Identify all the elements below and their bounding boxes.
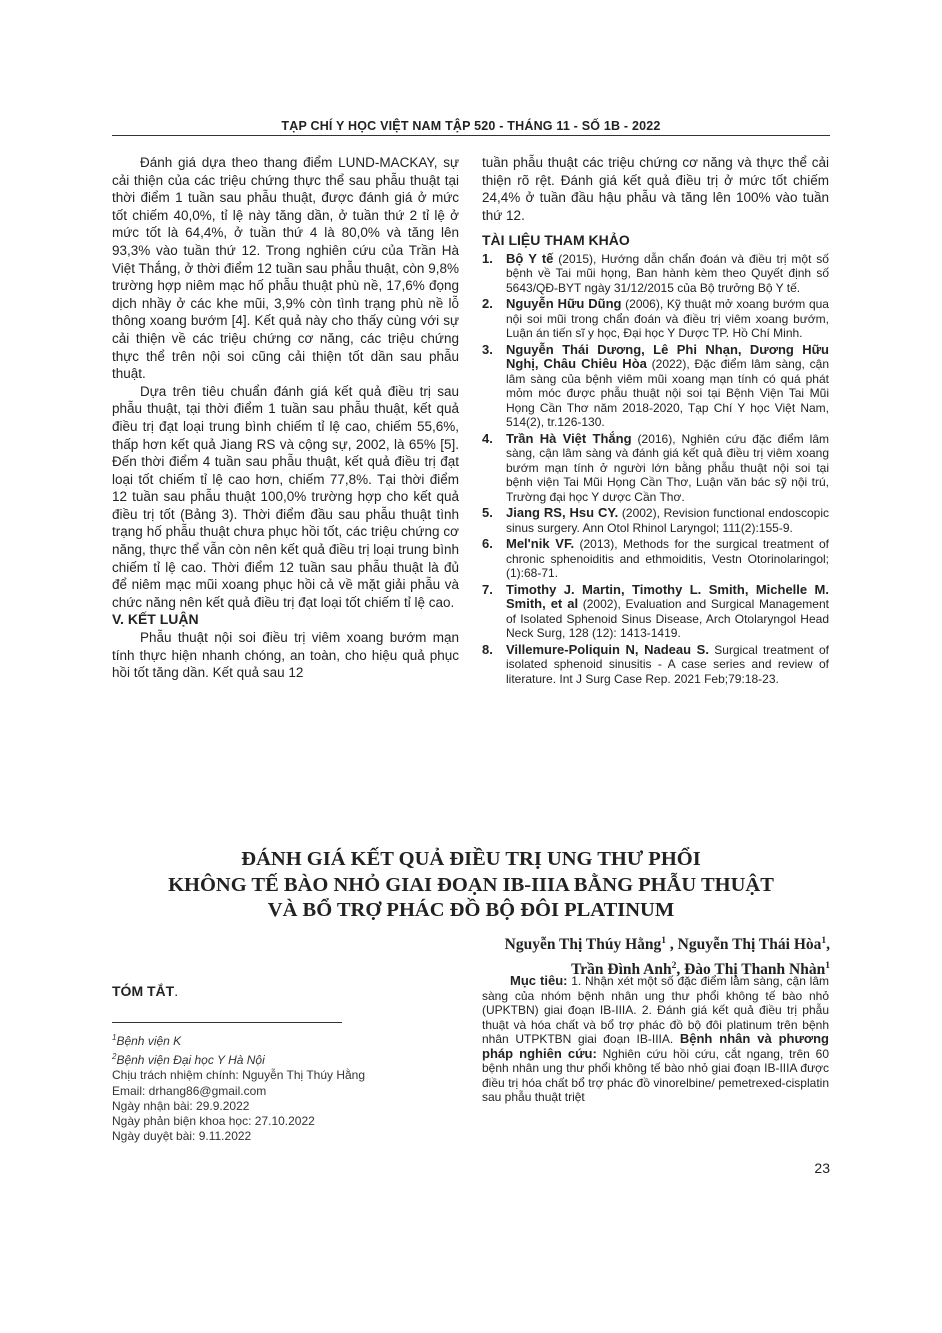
right-column xyxy=(482,154,829,688)
date-received: Ngày nhận bài: 29.9.2022 xyxy=(112,1098,250,1113)
reference-item: 5. Jiang RS, Hsu CY. (2002), Revision functional endoscopic sinus surgery. Ann Otol Rhinol Laryngol; 111(2):155-9. xyxy=(482,505,829,535)
reference-list xyxy=(482,252,829,687)
paragraph: Phẫu thuật nội soi điều trị viêm xoang bướm mạn tính thực hiện nhanh chóng, an toàn, cho hiệu quả phục hồi tốt tăng dần. Kết quả sau 12 xyxy=(112,630,459,681)
left-column xyxy=(112,154,459,682)
affiliation: $^1$Bệnh viện K xyxy=(112,1033,182,1048)
paragraph: Dựa trên tiêu chuẩn đánh giá kết quả điều trị sau phẫu thuật, tại thời điểm 1 tuần sau phẫu thuật, kết quả điều trị đạt loại trung bình chiếm tỉ lệ cao, chiếm 55,6%, thấp hơn kết quả Jiang RS và cộng sự, 2002, là 65% [5]. Đến thời điểm 4 tuần sau phẫu thuật, kết quả điều trị đạt loại tốt chiếm tỉ lệ cao hơn, chiếm 77,8%. Tại thời điểm 12 tuần sau phẫu thuật 100,0% trường hợp cho kết quả điều trị tốt (Bảng 3). Thời điểm đầu sau phẫu thuật tình trạng hố phẫu thuật chưa phục hồi tốt, các triệu chứng cơ năng, thực thể vẫn còn nên kết quả điều trị loại trung bình chiếm tỉ lệ cao. Thời điểm 12 tuần sau phẫu thuật là đủ để niêm mạc mũi xoang phục hồi cả về mặt giải phẫu và chức năng nên kết quả điều trị đạt loại tốt chiếm tỉ lệ cao. xyxy=(112,383,459,610)
reference-item: 6. Mel'nik VF. (2013), Methods for the surgical treatment of chronic sphenoiditis and ethmoiditis, Vestn Otorinolaringol; (1):68-71. xyxy=(482,536,829,581)
email: Email: drhang86@gmail.com xyxy=(112,1083,267,1098)
title-line: KHÔNG TẾ BÀO NHỎ GIAI ĐOẠN IB-IIIA BẰNG PHẪU THUẬT xyxy=(168,873,774,896)
author-list xyxy=(320,931,830,980)
date-approved: Ngày duyệt bài: 9.11.2022 xyxy=(112,1129,252,1144)
header-rule xyxy=(112,135,830,136)
section-heading: V. KẾT LUẬN xyxy=(112,611,199,628)
footnotes xyxy=(112,1030,452,1144)
author-line: Nguyễn Thị Thúy Hằng$^1$ , Nguyễn Thị Thái Hòa$^1$, xyxy=(504,936,830,954)
author-name: Trần Đình Anh xyxy=(571,960,672,978)
affiliation: $^2$Bệnh viện Đại học Y Hà Nội xyxy=(112,1052,265,1068)
date-reviewed: Ngày phản biện khoa học: 27.10.2022 xyxy=(112,1114,315,1129)
reference-item: 1. Bộ Y tế (2015), Hướng dẫn chẩn đoán và điều trị một số bệnh về Tai mũi họng, Ban hành kèm theo Quyết định số 5643/QĐ-BYT ngày 31/12/2015 của Bộ trưởng Bộ Y tế. xyxy=(482,250,829,295)
paragraph: Đánh giá dựa theo thang điểm LUND-MACKAY, sự cải thiện của các triệu chứng thực thể sau phẫu thuật tại thời điểm 1 tuần sau phẫu thuật, được đánh giá ở mức tốt chiếm 40,0%, tỉ lệ này tăng dần, ở tuần thứ 2 tỉ lệ ở mức tốt là 64,4%, ở tuần thứ 4 là 80,0% và tăng lên 93,3% vào tuần thứ 12. Trong nghiên cứu của Trần Hà Việt Thắng, ở thời điểm 12 tuần sau phẫu thuật, còn 9,8% trường hợp niêm mạc hố phẫu thuật phù nề, 17,6% đọng dịch nhầy ở các khe mũi, 3,9% còn tình trạng phù nề lỗ thông xoang bướm [4]. Kết quả này cho thấy cùng với sự cải thiện về các triệu chứng cơ năng, các triệu chứng thực thể trên nội soi cũng cải thiện tốt dần sau phẫu thuật. xyxy=(112,155,459,382)
reference-item: 3. Nguyễn Thái Dương, Lê Phi Nhạn, Dương Hữu Nghị, Châu Chiêu Hòa (2022), Đặc điểm lâm sàng, cận lâm sàng của bệnh viêm mũi xoang mạn tính có quá phát mỏm móc được phẫu thuật nội soi tại Bệnh Viện Tai Mũi Họng Cần Thơ năm 2018-2020, Tạp Chí Y học Việt Nam, 514(2), tr.126-130. xyxy=(482,341,829,430)
abstract-heading: TÓM TẮT. xyxy=(112,983,179,999)
title-line: ĐÁNH GIÁ KẾT QUẢ ĐIỀU TRỊ UNG THƯ PHỔI xyxy=(241,848,701,870)
reference-item: 4. Trần Hà Việt Thắng (2016), Nghiên cứu đặc điểm lâm sàng, cận lâm sàng và đánh giá kết quả điều trị viêm xoang bướm mạn tính ở người lớn bằng phẫu thuật nội soi tại bệnh viện Tai Mũi Họng Cần Thơ, Luận văn bác sỹ nội trú, Trường đại học Y dược Cần Thơ. xyxy=(482,430,830,504)
abstract-text: Mục tiêu: 1. Nhận xét một số đặc điểm lâm sàng, cận lâm sàng của nhóm bệnh nhân ung thư phổi không tế bào nhỏ (UPKTBN) giai đoạn IB-IIIA. 2. Đánh giá kết quả điều trị phẫu thuật và hóa chất và bổ trợ phác đồ bộ đôi platinum trên bệnh nhân UTPKTBN giai đoạn IB-IIIA. Bệnh nhân và phương pháp nghiên cứu: Nghiên cứu hồi cứu, cắt ngang, trên 60 bệnh nhân ung thư phổi không tế bào nhỏ giai đoạn IB-IIIA được điều trị hóa chất bổ trợ phác đồ vinorelbine/ pemetrexed-cisplatin sau phẫu thuật triệt xyxy=(482,973,829,1104)
author-name: , Đào Thị Thanh Nhàn xyxy=(676,960,826,978)
author-name: , Nguyễn Thị Thái Hòa xyxy=(666,936,822,954)
author-line: Trần Đình Anh$^2$, Đào Thị Thanh Nhàn$^1$ xyxy=(571,960,830,978)
corresponding-author: Chịu trách nhiệm chính: Nguyễn Thị Thúy Hằng xyxy=(112,1068,366,1083)
reference-item: 8. Villemure-Poliquin N, Nadeau S. Surgical treatment of isolated sphenoid sinusitis - A case series and review of literature. Int J Surg Case Rep. 2021 Feb;79:18-23. xyxy=(482,641,829,686)
author-name: Nguyễn Thị Thúy Hằng xyxy=(504,936,662,954)
reference-item: 7. Timothy J. Martin, Timothy L. Smith, Michelle M. Smith, et al (2002), Evaluation and Surgical Management of Isolated Sphenoid Sinus Disease, Arch Otolaryngol Head Neck Surg, 128 (12): 1413-1419. xyxy=(482,581,829,641)
journal-header: TẠP CHÍ Y HỌC VIỆT NAM TẬP 520 - THÁNG 11 - SỐ 1B - 2022 xyxy=(281,119,661,133)
footnote-rule xyxy=(112,1022,342,1023)
page-number: 23 xyxy=(814,1160,830,1176)
reference-item: 2. Nguyễn Hữu Dũng (2006), Kỹ thuật mở xoang bướm qua nội soi mũi trong chẩn đoán và điều trị viêm xoang bướm, Luận án tiến sĩ y học, Đại học Y Dược TP. Hồ Chí Minh. xyxy=(482,296,829,341)
title-line: VÀ BỔ TRỢ PHÁC ĐỒ BỘ ĐÔI PLATINUM xyxy=(267,899,675,921)
paragraph: tuần phẫu thuật các triệu chứng cơ năng và thực thể cải thiện rõ rệt. Đánh giá kết quả điều trị ở mức tốt chiếm 24,4% ở tuần đầu hậu phẫu và tăng lên 100% vào tuần thứ 12. xyxy=(482,155,829,223)
article-title xyxy=(112,847,830,924)
references-heading: TÀI LIỆU THAM KHẢO xyxy=(482,232,630,249)
